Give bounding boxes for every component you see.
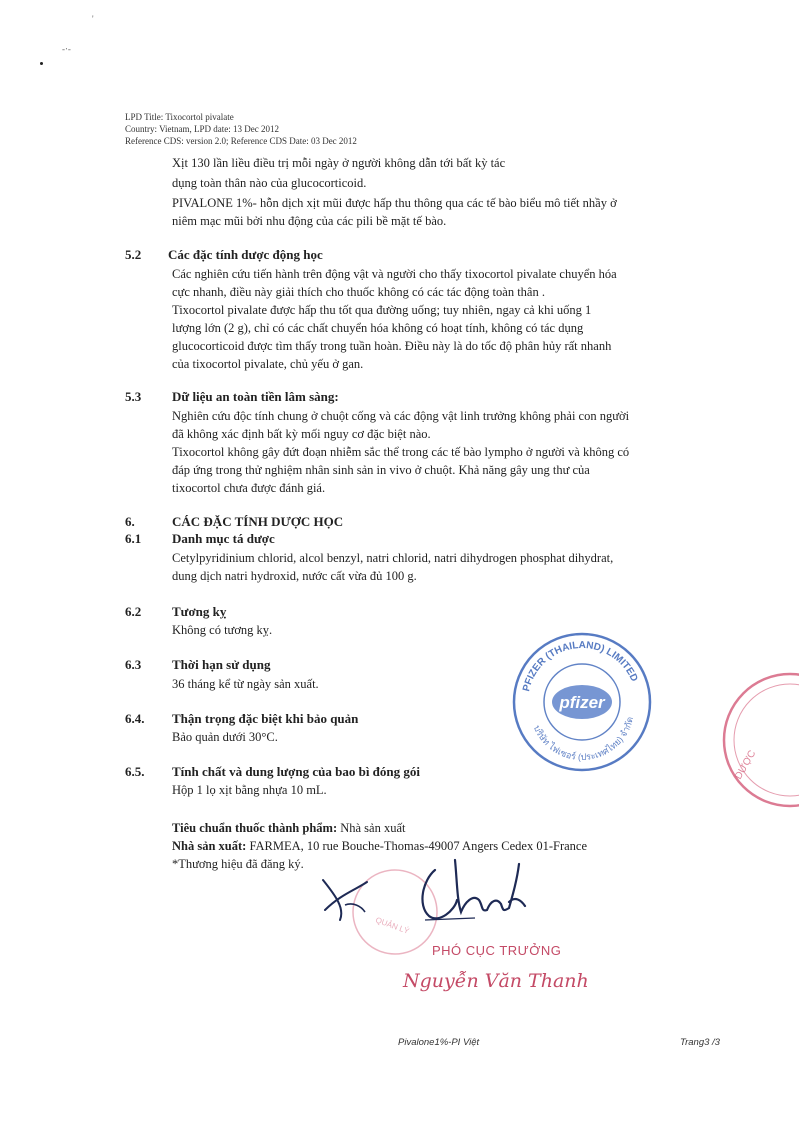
footer-document: Pivalone1%-PI Việt <box>398 1037 480 1048</box>
intro-line: Xịt 130 lần liều điều trị mỗi ngày ở người không dẫn tới bất kỳ tác <box>172 156 506 170</box>
intro-line: PIVALONE 1%- hỗn dịch xịt mũi được hấp thu thông qua các tế bào biểu mô tiết nhầy ở <box>172 196 617 210</box>
body-line: đáp ứng trong thử nghiệm nhân sinh sản in vivo ở chuột. Khả năng gây ung thư của <box>172 463 590 477</box>
standard-label: Tiêu chuẩn thuốc thành phẩm: <box>172 821 338 835</box>
header-title: LPD Title: Tixocortol pivalate <box>125 112 234 122</box>
body-line: glucocorticoid được tìm thấy trong tuần hoàn. Điều này là do tốc độ phân hủy rất nhanh <box>172 339 612 353</box>
body-line: Tixocortol pivalate được hấp thu tốt qua đường uống; tuy nhiên, ngay cả khi uống 1 <box>172 303 592 317</box>
body-line: dung dịch natri hydroxid, nước cất vừa đủ 100 g. <box>172 569 417 583</box>
body-line: Các nghiên cứu tiến hành trên động vật và người cho thấy tixocortol pivalate chuyển hóa <box>172 267 617 281</box>
scan-dot <box>40 62 43 65</box>
body-line: Tixocortol không gây đứt đoạn nhiễm sắc thể trong các tế bào lympho ở người và không có <box>172 445 630 459</box>
svg-text:QUẢN LÝ: QUẢN LÝ <box>374 915 411 936</box>
intro-line: dụng toàn thân nào của glucocorticoid. <box>172 176 367 190</box>
section-title: Thời hạn sử dụng <box>172 657 271 672</box>
standard-value: Nhà sản xuất <box>337 821 406 835</box>
body-line: Không có tương kỵ. <box>172 623 273 637</box>
body-line: Cetylpyridinium chlorid, alcol benzyl, natri chlorid, natri dihydrogen phosphat dihydrat, <box>172 551 614 565</box>
handwritten-signature <box>305 850 535 930</box>
section-title: Thận trọng đặc biệt khi bảo quản <box>172 711 359 726</box>
pfizer-stamp <box>508 628 656 776</box>
scan-speck: -‧‑ <box>62 44 71 54</box>
signatory-name: Nguyễn Văn Thanh <box>403 970 589 992</box>
manufacturer-value: FARMEA, 10 rue Bouche-Thomas-49007 Angers Cedex 01-France <box>246 839 588 853</box>
intro-line: niêm mạc mũi bởi nhu động của các pili bề mặt tế bào. <box>172 214 447 228</box>
section-title: Các đặc tính dược động học <box>168 247 323 262</box>
manufacturer-label: Nhà sản xuất: <box>172 839 247 853</box>
section-title: Danh mục tá dược <box>172 531 275 546</box>
footer-page: Trang3 /3 <box>680 1037 720 1048</box>
stamp-top-text: PFIZER (THAILAND) LIMITED <box>521 639 640 693</box>
section-number: 6.5. <box>125 764 145 779</box>
section-number: 5.3 <box>125 389 142 404</box>
body-line: Nghiên cứu độc tính chung ở chuột cống và các động vật linh trưởng không phải con người <box>172 409 630 423</box>
section-number: 6. <box>125 514 135 529</box>
trademark-note: *Thương hiệu đã đăng ký. <box>172 857 304 871</box>
standard-line <box>172 820 406 836</box>
body-line: Bảo quản dưới 30°C. <box>172 730 278 744</box>
body-line: 36 tháng kể từ ngày sản xuất. <box>172 677 319 691</box>
official-seal <box>700 670 799 810</box>
signatory-title: PHÓ CỤC TRƯỞNG <box>432 943 562 958</box>
section-number: 5.2 <box>125 247 142 262</box>
body-line: tixocortol chưa được đánh giá. <box>172 481 326 495</box>
body-line: đã không xác định bất kỳ mối nguy cơ đặc biệt nào. <box>172 427 431 441</box>
section-number: 6.4. <box>125 711 145 726</box>
body-line: của tixocortol pivalate, chủ yếu ở gan. <box>172 357 364 371</box>
section-number: 6.2 <box>125 604 142 619</box>
section-number: 6.3 <box>125 657 142 672</box>
body-line: cực nhanh, điều này giải thích cho thuốc không có các tác động toàn thân . <box>172 285 545 299</box>
section-title: CÁC ĐẶC TÍNH DƯỢC HỌC <box>172 514 344 529</box>
header-country: Country: Vietnam, LPD date: 13 Dec 2012 <box>125 124 280 134</box>
svg-text:บริษัท ไฟเซอร์ (ประเทศไทย) จำก: บริษัท ไฟเซอร์ (ประเทศไทย) จำกัด <box>531 715 636 763</box>
stamp-brand: pfizer <box>559 693 605 712</box>
body-line: Hộp 1 lọ xịt bằng nhựa 10 mL. <box>172 783 327 797</box>
svg-text:DƯỢC: DƯỢC <box>733 748 759 782</box>
header-reference: Reference CDS: version 2.0; Reference CDS Date: 03 Dec 2012 <box>125 136 357 146</box>
body-line: lượng lớn (2 g), chỉ có các chất chuyển hóa không có hoạt tính, không có tác dụng <box>172 321 584 335</box>
section-title: Tương kỵ <box>172 604 227 619</box>
section-number: 6.1 <box>125 531 142 546</box>
scan-speck: ' <box>92 14 94 24</box>
section-title: Tính chất và dung lượng của bao bì đóng gói <box>172 764 420 779</box>
section-title: Dữ liệu an toàn tiền lâm sàng: <box>172 389 339 404</box>
